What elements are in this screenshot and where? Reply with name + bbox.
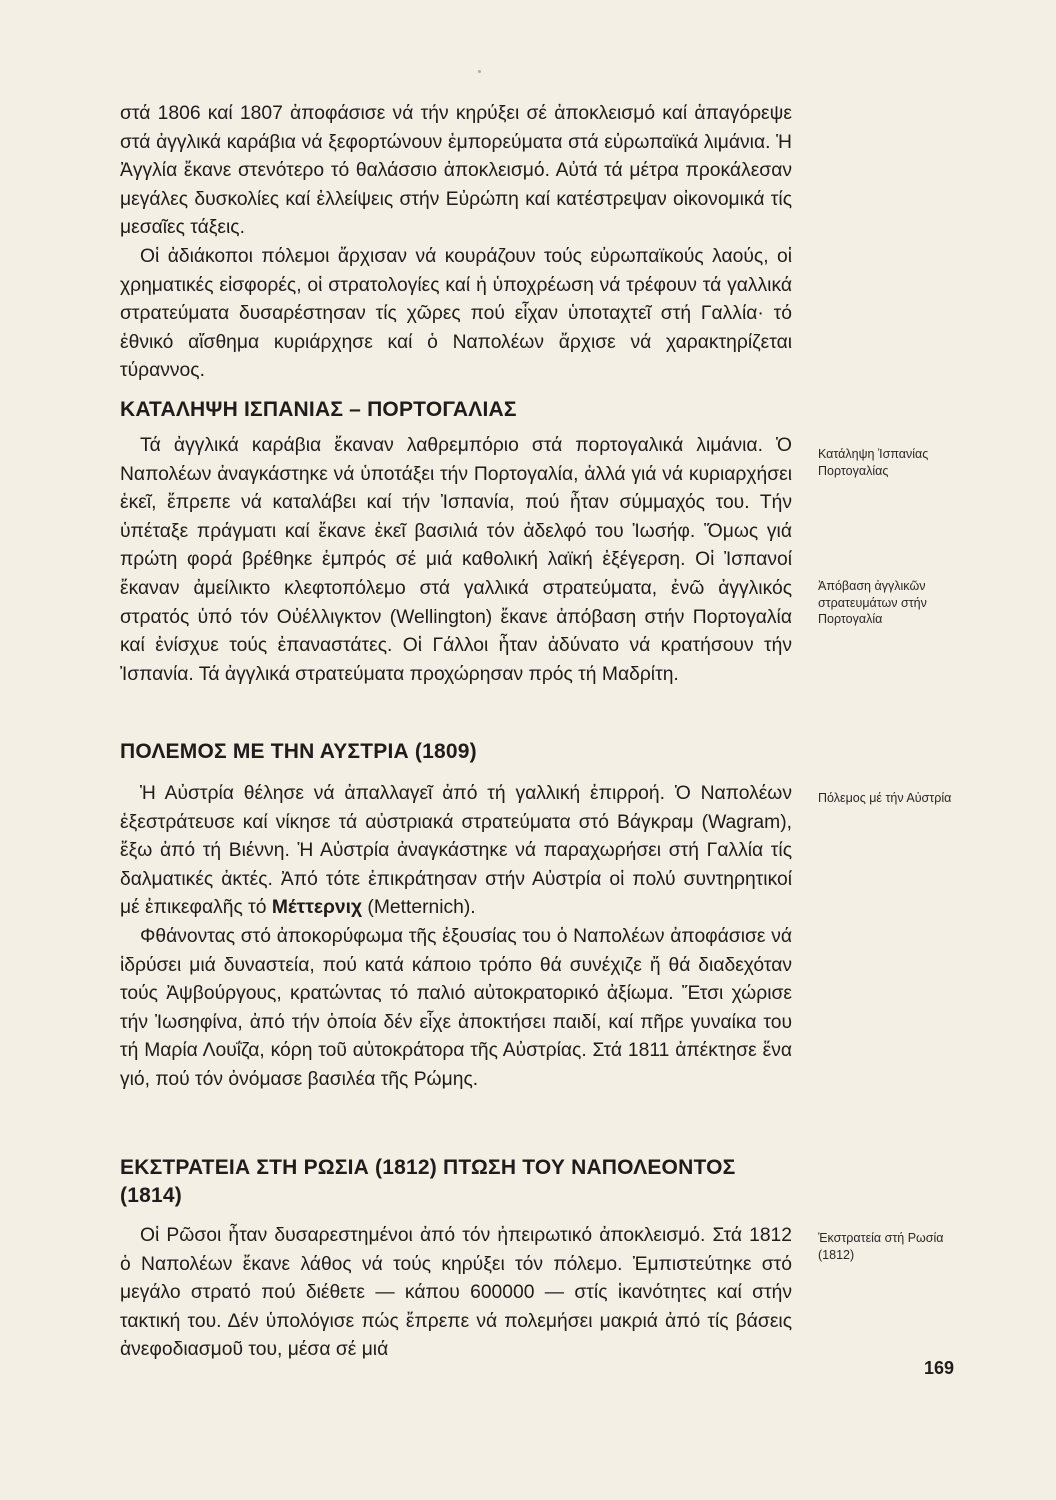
print-speck — [478, 70, 481, 73]
intro-text — [120, 100, 792, 386]
spain-portugal-paragraph: Τά ἀγγλικά καράβια ἔκαναν λαθρεμπόριο στά πορτογαλικά λιμάνια. Ὁ Ναπολέων ἀναγκάστηκε νά ὑποτάξει τήν Πορτογαλία, ἀλλά γιά νά κυριαρχήσει ἐκεῖ, ἔπρεπε νά καταλάβει καί τήν Ἰσπανία, πού ἦταν σύμμαχός του. Τήν ὑπέταξε πράγματι καί ἔκανε ἐκεῖ βασιλιά τόν ἀδελφό του Ἰωσήφ. Ὅμως γιά πρώτη φορά βρέθηκε ἐμπρός σέ μιά καθολική λαϊκή ἐξέγερση. Οἱ Ἰσπανοί ἔκαναν ἀμείλικτο κλεφτοπόλεμο στά γαλλικά στρατεύματα, ἐνῶ ἀγγλικός στρατός ὑπό τόν Οὐέλλιγκτον (Wellington) ἔκανε ἀπόβαση στήν Πορτογαλία καί ἐνίσχυε τούς ἐπαναστάτες. Οἱ Γάλλοι ἦταν ἀδύνατο νά κρατήσουν τήν Ἰσπανία. Τά ἀγγλικά στρατεύματα προχώρησαν πρός τή Μαδρίτη. — [120, 435, 792, 685]
intro-paragraph-1: στά 1806 καί 1807 ἀποφάσισε νά τήν κηρύξει σέ ἀποκλεισμό καί ἀπαγόρεψε στά ἀγγλικά καράβια νά ξεφορτώνουν ἐμπορεύματα στά εὐρωπαϊκά λιμάνια. Ἡ Ἀγγλία ἔκανε στενότερο τό θαλάσσιο ἀποκλεισμό. Αὐτά τά μέτρα προκάλεσαν μεγάλες δυσκολίες καί ἐλλείψεις στήν Εὐρώπη καί κατέστρεψαν οἰκονομικά τίς μεσαῖες τάξεις. — [120, 103, 792, 239]
margin-note-russia: Ἐκστρατεία στή Ρωσία (1812) — [818, 1231, 944, 1262]
russia-paragraph: Οἱ Ρῶσοι ἦταν δυσαρεστημένοι ἀπό τόν ἠπειρωτικό ἀποκλεισμό. Στά 1812 ὁ Ναπολέων ἔκανε λάθος νά τούς κηρύξει τόν πόλεμο. Ἐμπιστεύτηκε στό μεγάλο στρατό πού διέθετε — κάπου 600000 — στίς ἱκανότητες καί στήν τακτική του. Δέν ὑπολόγισε πώς ἔπρεπε νά πολεμήσει μακριά ἀπό τίς βάσεις ἀνεφοδιασμοῦ του, μέσα σέ μιά — [120, 1225, 792, 1361]
metternich-name: Μέττερνιχ — [271, 897, 363, 919]
section-russia-text — [120, 1222, 792, 1365]
section-austria-text — [120, 780, 792, 1095]
section-heading-russia: ΕΚΣΤΡΑΤΕΙΑ ΣΤΗ ΡΩΣΙΑ (1812) ΠΤΩΣΗ ΤΟΥ ΝΑΠΟΛΕΟΝΤΟΣ (1814) — [120, 1156, 736, 1207]
section-heading-spain-portugal: ΚΑΤΑΛΗΨΗ ΙΣΠΑΝΙΑΣ – ΠΟΡΤΟΓΑΛΙΑΣ — [120, 398, 517, 421]
page-number: 169 — [924, 1358, 955, 1378]
austria-paragraph-2: Φθάνοντας στό ἀποκορύφωμα τῆς ἐξουσίας του ὁ Ναπολέων ἀποφάσισε νά ἱδρύσει μιά δυναστεία, πού κατά κάποιο τρόπο θά συνέχιζε ἤ θά διαδεχόταν τούς Ἀψβούργους, κρατώντας τό παλιό αὐτοκρατορικό ἀξίωμα. Ἔτσι χώρισε τήν Ἰωσηφίνα, ἀπό τήν ὁποία δέν εἶχε ἀποκτήσει παιδί, καί πῆρε γυναίκα του τή Μαρία Λουΐζα, κόρη τοῦ αὐτοκράτορα τῆς Αὐστρίας. Στά 1811 ἀπέκτησε ἕνα γιό, πού τόν ὀνόμασε βασιλέα τῆς Ρώμης. — [120, 925, 792, 1090]
intro-paragraph-2: Οἱ ἀδιάκοποι πόλεμοι ἄρχισαν νά κουράζουν τούς εὐρωπαϊκούς λαούς, οἱ χρηματικές εἰσφορές, οἱ στρατολογίες καί ἡ ὑποχρέωση νά τρέφουν τά γαλλικά στρατεύματα δυσαρέστησαν τίς χῶρες πού εἶχαν ὑποταχτεῖ στή Γαλλία· τό ἐθνικό αἴσθημα κυριάρχησε καί ὁ Ναπολέων ἄρχισε νά χαρακτηρίζεται τύραννος. — [120, 245, 792, 382]
margin-note-austria: Πόλεμος μέ τήν Αὐστρία — [818, 791, 952, 805]
margin-note-landing: Ἀπόβαση ἀγγλικῶν στρατευμάτων στήν Πορτογαλία — [818, 579, 927, 626]
section-spain-portugal-text — [120, 432, 792, 689]
margin-note-occupation: Κατάληψη Ἰσπανίας Πορτογαλίας — [818, 447, 929, 478]
austria-paragraph-1 — [120, 780, 792, 923]
austria-paragraph-1-end: (Metternich). — [362, 897, 476, 919]
austria-paragraph-1-start: Ἡ Αὐστρία θέλησε νά ἀπαλλαγεῖ ἀπό τή γαλλική ἐπιρροή. Ὁ Ναπολέων ἐξεστράτευσε καί νίκησε τά αὐστριακά στρατεύματα στό Βάγκραμ (Wagram), ἔξω ἀπό τή Βιέννη. Ἡ Αὐστρία ἀναγκάστηκε νά παραχωρήσει στή Γαλλία τίς δαλματικές ἀκτές. Ἀπό τότε ἐπικράτησαν στήν Αὐστρία οἱ πολύ συντηρητικοί μέ ἐπικεφαλῆς τό — [120, 783, 792, 919]
section-heading-austria: ΠΟΛΕΜΟΣ ΜΕ ΤΗΝ ΑΥΣΤΡΙΑ (1809) — [120, 740, 477, 763]
